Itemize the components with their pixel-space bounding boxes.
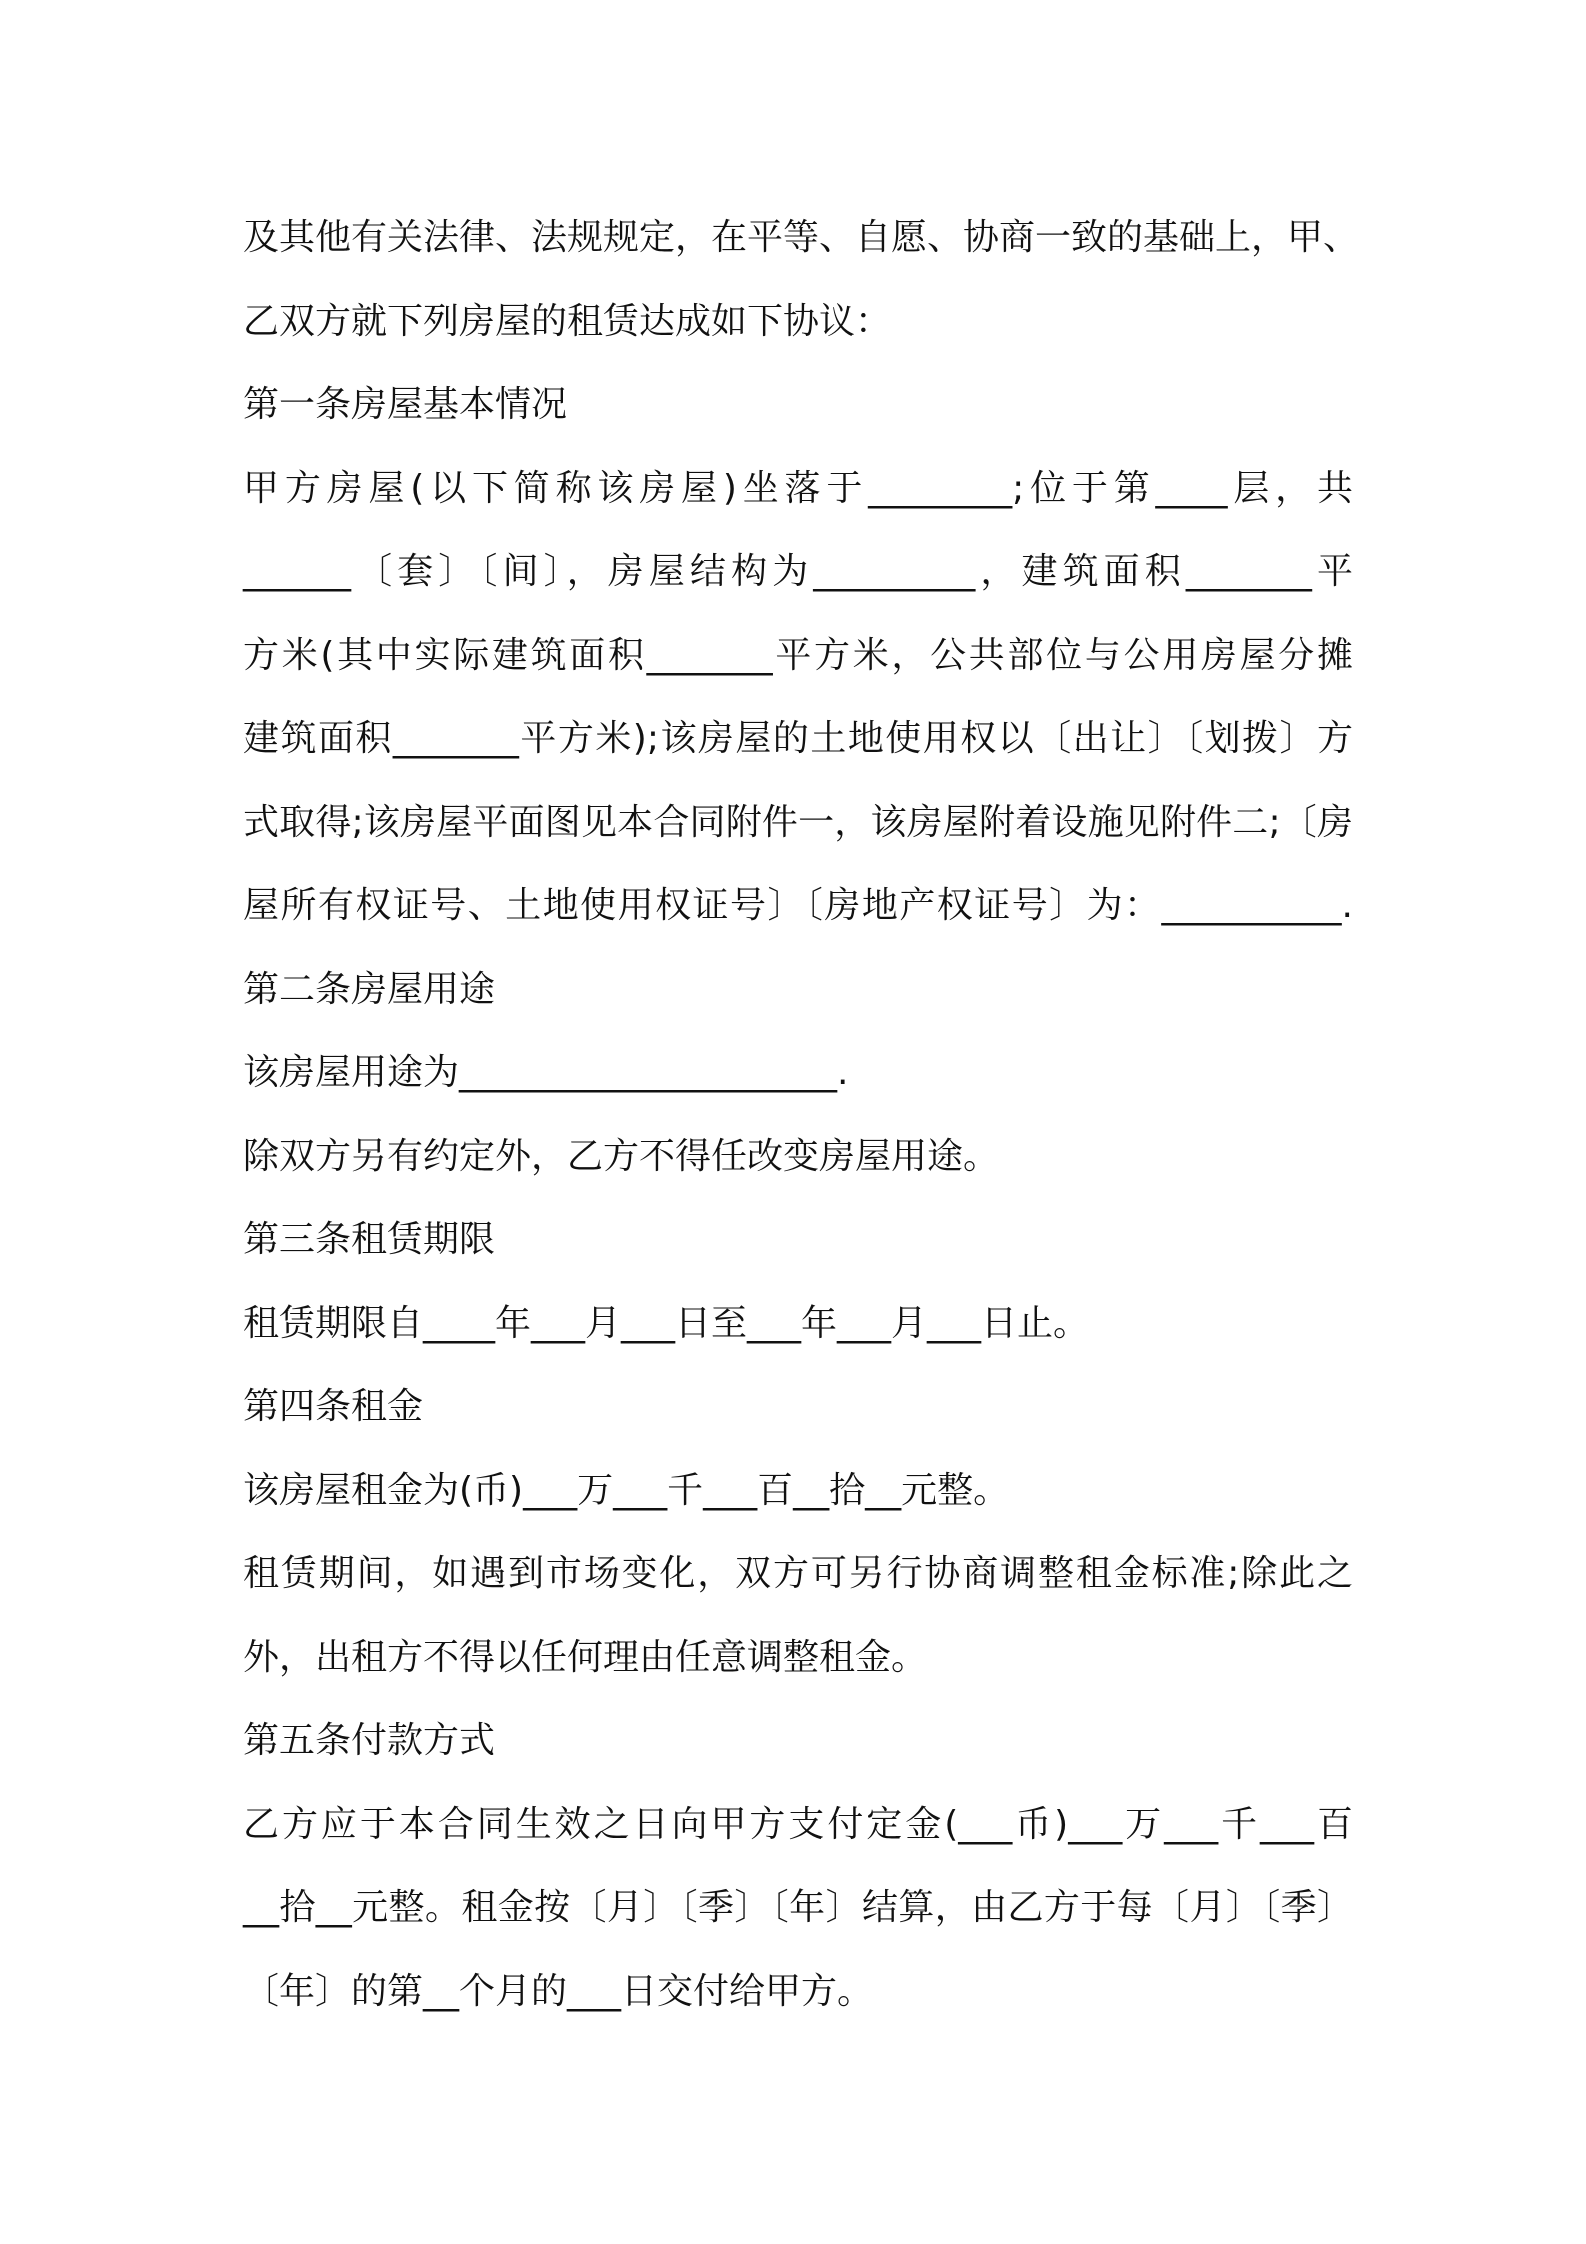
paragraph-line: __拾__元整。租金按〔月〕〔季〕〔年〕结算，由乙方于每〔月〕〔季〕 bbox=[243, 1887, 1353, 1928]
paragraph-line: 乙方应于本合同生效之日向甲方支付定金(___币)___万___千___百 bbox=[243, 1803, 1353, 1845]
article-heading: 第二条房屋用途 bbox=[243, 968, 496, 1010]
paragraph-line: 屋所有权证号、土地使用权证号〕〔房地产权证号〕为：__________. bbox=[243, 885, 1353, 926]
paragraph-line: 方米(其中实际建筑面积_______平方米，公共部位与公用房屋分摊 bbox=[243, 634, 1353, 676]
paragraph-line: 及其他有关法律、法规规定，在平等、自愿、协商一致的基础上，甲、 bbox=[243, 217, 1360, 258]
article-heading: 第一条房屋基本情况 bbox=[243, 384, 568, 425]
paragraph-line: 外，出租方不得以任何理由任意调整租金。 bbox=[243, 1636, 928, 1678]
paragraph-line: 甲方房屋(以下简称该房屋)坐落于________;位于第____层，共 bbox=[243, 467, 1353, 509]
paragraph-line: 该房屋用途为_____________________. bbox=[243, 1052, 849, 1093]
paragraph-line: 建筑面积_______平方米);该房屋的土地使用权以〔出让〕〔划拨〕方 bbox=[243, 718, 1353, 759]
paragraph-line: ______〔套〕〔间〕，房屋结构为_________，建筑面积_______平 bbox=[243, 551, 1353, 592]
paragraph-line: 除双方另有约定外，乙方不得任改变房屋用途。 bbox=[243, 1135, 1000, 1177]
paragraph-line: 该房屋租金为(币)___万___千___百__拾__元整。 bbox=[243, 1469, 1010, 1511]
paragraph-line: 租赁期间，如遇到市场变化，双方可另行协商调整租金标准;除此之 bbox=[243, 1553, 1353, 1594]
contract-body bbox=[243, 196, 1360, 2033]
paragraph-line: 〔年〕的第__个月的___日交付给甲方。 bbox=[243, 1970, 874, 2012]
paragraph-line: 乙双方就下列房屋的租赁达成如下协议： bbox=[243, 300, 892, 342]
article-heading: 第四条租金 bbox=[243, 1386, 424, 1427]
paragraph-line: 租赁期限自____年___月___日至___年___月___日止。 bbox=[243, 1302, 1090, 1344]
paragraph-line: 式取得;该房屋平面图见本合同附件一，该房屋附着设施见附件二;〔房 bbox=[243, 801, 1353, 843]
article-heading: 第三条租赁期限 bbox=[243, 1219, 496, 1260]
article-heading: 第五条付款方式 bbox=[243, 1720, 496, 1761]
